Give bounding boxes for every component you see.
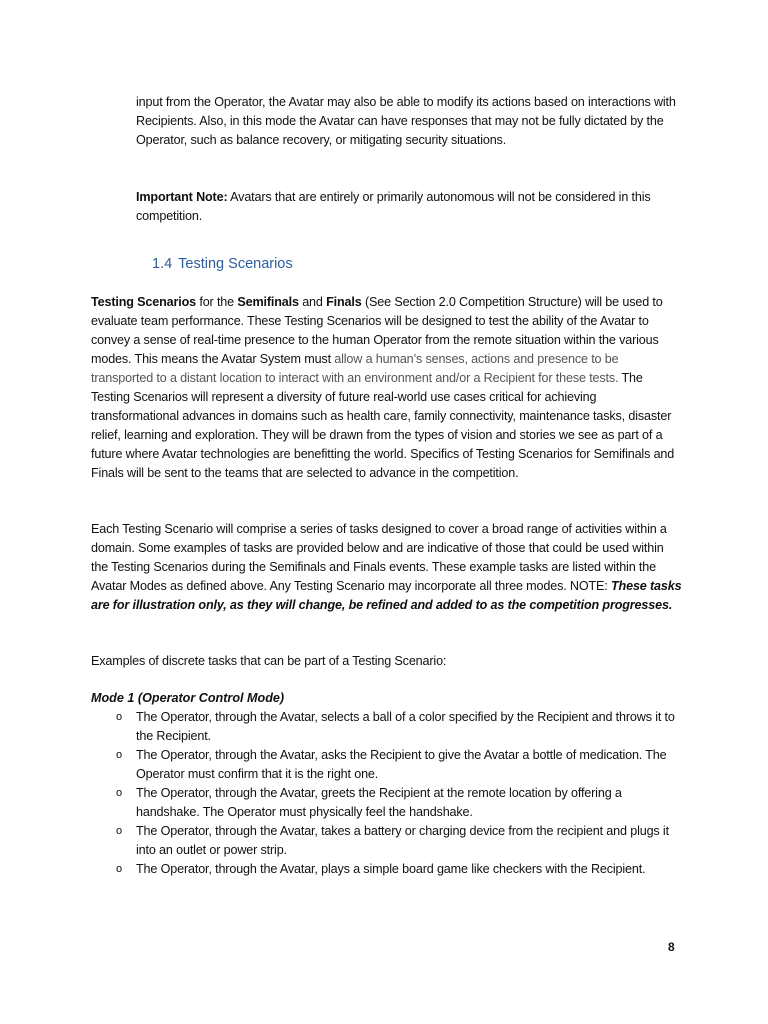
- section-number: 1.4: [152, 256, 173, 272]
- page-number: 8: [668, 940, 675, 954]
- important-note-text: Avatars that are entirely or primarily autonomous will not be considered in this competition.: [136, 190, 651, 223]
- list-item: [0, 708, 681, 746]
- task-text: The Operator, through the Avatar, greets the Recipient at the remote location by offering a handshake. The Operator must physically feel the handshake.: [136, 786, 622, 819]
- list-item: [0, 822, 681, 860]
- para2-bold-italic-note: These tasks are for illustration only, as they will change, be refined and added to as the competition progresses.: [91, 579, 682, 612]
- bold-finals: Finals: [326, 295, 362, 309]
- section-heading: [152, 256, 293, 272]
- task-text: The Operator, through the Avatar, plays a simple board game like checkers with the Recipient.: [136, 862, 646, 876]
- para1-gray-text: allow a human’s senses, actions and presence to be transported to a distant location to interact with an environment and/or a Recipient for these tests.: [91, 352, 619, 385]
- mode1-title: Mode 1 (Operator Control Mode): [91, 691, 285, 705]
- list-item: [0, 860, 681, 879]
- task-text: The Operator, through the Avatar, takes a battery or charging device from the recipient and plugs it into an outlet or power strip.: [136, 824, 669, 857]
- para1-text-3: (See Section 2.0 Competition Structure) will be used to evaluate team performance. These Testing Scenarios will be designed to test the ability of the Avatar to convey a sense of real-time presence to the human Operator from the remote situation within the various modes. This means the Avatar System must: [91, 295, 663, 366]
- important-note-label: Important Note:: [136, 190, 228, 204]
- section-title: Testing Scenarios: [178, 256, 293, 272]
- task-description-paragraph: [91, 520, 683, 615]
- para1-text-1: for the: [196, 295, 238, 309]
- list-item: [0, 784, 681, 822]
- bold-semifinals: Semifinals: [237, 295, 299, 309]
- intro-text: input from the Operator, the Avatar may also be able to modify its actions based on interactions with Recipients. Also, in this mode the Avatar can have responses that may not be fully dictated by the Operator, such as balance recovery, or mitigating security situations.: [136, 95, 676, 147]
- testing-scenarios-paragraph: [91, 293, 683, 483]
- bullet-icon: o: [116, 825, 122, 837]
- bullet-icon: o: [116, 749, 122, 761]
- bullet-icon: o: [116, 711, 122, 723]
- intro-paragraph: [136, 93, 681, 150]
- examples-intro: Examples of discrete tasks that can be part of a Testing Scenario:: [91, 654, 447, 668]
- bold-testing-scenarios: Testing Scenarios: [91, 295, 196, 309]
- task-text: The Operator, through the Avatar, asks the Recipient to give the Avatar a bottle of medication. The Operator must confirm that it is the right one.: [136, 748, 667, 781]
- task-text: The Operator, through the Avatar, selects a ball of a color specified by the Recipient and throws it to the Recipient.: [136, 710, 675, 743]
- bullet-icon: o: [116, 863, 122, 875]
- para2-text: Each Testing Scenario will comprise a series of tasks designed to cover a broad range of activities within a domain. Some examples of tasks are provided below and are indicative of those that could be used within the Testing Scenarios during the Semifinals and Finals events. These example tasks are listed within the Avatar Modes as defined above. Any Testing Scenario may incorporate all three modes. NOTE:: [91, 522, 667, 593]
- para1-text-2: and: [298, 295, 327, 309]
- mode1-task-list: [0, 708, 768, 879]
- list-item: [0, 746, 681, 784]
- bullet-icon: o: [116, 787, 122, 799]
- important-note-paragraph: [136, 188, 681, 226]
- para1-text-4: The Testing Scenarios will represent a diversity of future real-world use cases critical for achieving transformational advances in domains such as health care, family connectivity, maintenance tasks, disaster relief, learning and exploration. They will be drawn from the types of vision and stories we see as part of a future where Avatar technologies are benefitting the world. Specifics of Testing Scenarios for Semifinals and Finals will be sent to the teams that are selected to advance in the competition.: [91, 371, 675, 480]
